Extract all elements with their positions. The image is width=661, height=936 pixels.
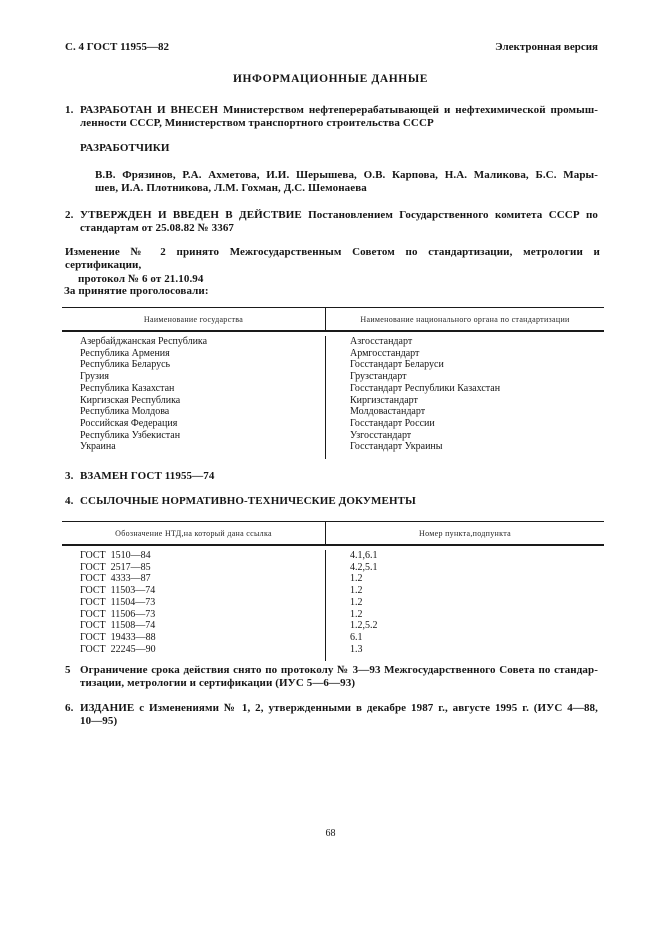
page-title: ИНФОРМАЦИОННЫЕ ДАННЫЕ xyxy=(232,73,429,85)
table-cell: ГОСТ 11504—73 xyxy=(80,596,156,608)
references-table-body xyxy=(62,546,604,655)
text-line: шев, И.А. Плотникова, Л.М. Гохман, Д.С. Шемонаева xyxy=(95,182,367,195)
table-row xyxy=(62,430,604,442)
table-cell: Госстандарт Беларуси xyxy=(325,359,604,371)
table-cell: ГОСТ 1510—84 xyxy=(80,550,151,561)
table-cell: ГОСТ 2517—85 xyxy=(80,561,151,573)
column-header-clause: Номер пункта,подпункта xyxy=(325,522,604,544)
text-line: ВЗАМЕН ГОСТ 11955—74 xyxy=(80,470,215,482)
text-line: ИЗДАНИЕ с Изменениями № 1, 2, утвержденными в декабре 1987 г., августе 1995 г. (ИУС 4—88, xyxy=(80,702,598,714)
table-row xyxy=(62,406,604,418)
table-cell: ГОСТ 22245—90 xyxy=(80,643,156,655)
page-number: 68 xyxy=(325,828,336,839)
table-cell: Республика Казахстан xyxy=(80,382,175,394)
amendment-note xyxy=(65,246,600,286)
table-cell: Республика Узбекистан xyxy=(80,429,181,441)
section-item-2 xyxy=(65,209,598,236)
section-item-4 xyxy=(65,495,598,508)
item-text xyxy=(80,104,598,131)
table-row xyxy=(62,441,604,453)
column-header-state: Наименование государства xyxy=(143,314,244,324)
item-number: 6. xyxy=(65,702,74,714)
text-line: УТВЕРЖДЕН И ВВЕДЕН В ДЕЙСТВИЕ Постановлением Государственного комитета СССР по xyxy=(80,209,598,221)
text-line: тизации, метрологии и сертификации (ИУС 5—6—93) xyxy=(80,677,356,690)
text-line: В.В. Фрязинов, Р.А. Ахметова, И.И. Шерышева, О.В. Карпова, Н.А. Маликова, Б.С. Мары- xyxy=(95,169,598,181)
table-row xyxy=(62,348,604,360)
table-cell: Молдовастандарт xyxy=(325,406,604,418)
table-row xyxy=(62,620,604,632)
header-version-label: Электронная версия xyxy=(495,41,598,53)
section-item-6 xyxy=(65,702,598,729)
table-cell: Республика Беларусь xyxy=(80,359,171,371)
table-row xyxy=(62,371,604,383)
table-row xyxy=(62,562,604,574)
table-cell: Грузия xyxy=(80,371,109,383)
table-cell: ГОСТ 11508—74 xyxy=(80,620,156,632)
developers-heading: РАЗРАБОТЧИКИ xyxy=(80,142,170,154)
text-line: ССЫЛОЧНЫЕ НОРМАТИВНО-ТЕХНИЧЕСКИЕ ДОКУМЕНТЫ xyxy=(80,495,416,507)
table-cell: 1.2 xyxy=(325,585,604,597)
table-row xyxy=(62,359,604,371)
text-line: стандартам от 25.08.82 № 3367 xyxy=(80,222,235,235)
table-row xyxy=(62,573,604,585)
table-cell: 1.2 xyxy=(325,573,604,585)
developers-list xyxy=(95,169,598,196)
table-row xyxy=(62,632,604,644)
item-text xyxy=(80,495,598,508)
table-row xyxy=(62,383,604,395)
table-cell: ГОСТ 11503—74 xyxy=(80,585,156,597)
item-number: 3. xyxy=(65,470,74,482)
table-cell: Азербайджанская Республика xyxy=(80,336,208,347)
table-cell: ГОСТ 19433—88 xyxy=(80,631,156,643)
section-item-5 xyxy=(65,664,598,691)
table-row xyxy=(62,418,604,430)
item-number: 2. xyxy=(65,209,74,221)
table-cell: Республика Молдова xyxy=(80,406,170,418)
item-number: 4. xyxy=(65,495,74,507)
header-doc-code: С. 4 ГОСТ 11955—82 xyxy=(65,41,170,53)
table-row xyxy=(62,609,604,621)
table-cell: 1.2,5.2 xyxy=(325,620,604,632)
references-table-header xyxy=(62,522,604,546)
section-item-3 xyxy=(65,470,598,483)
text-line: протокол № 6 от 21.10.94 xyxy=(78,272,204,285)
table-cell: 1.2 xyxy=(325,597,604,609)
table-cell: 4.1,6.1 xyxy=(325,550,604,562)
table-cell: Армгосстандарт xyxy=(325,348,604,360)
table-cell: Госстандарт Украины xyxy=(325,441,604,453)
table-cell: 6.1 xyxy=(325,632,604,644)
item-number: 5 xyxy=(65,664,71,676)
vote-table-body xyxy=(62,332,604,453)
text-line: ленности СССР, Министерством транспортного строительства СССР xyxy=(80,117,434,130)
vote-table-header xyxy=(62,308,604,332)
table-cell: Узгосстандарт xyxy=(325,430,604,442)
vote-table xyxy=(62,307,604,459)
table-cell: Киргизская Республика xyxy=(80,394,181,406)
table-cell: Украина xyxy=(80,441,116,453)
table-cell: 1.2 xyxy=(325,609,604,621)
references-table xyxy=(62,521,604,661)
column-header-org: Наименование национального органа по стандартизации xyxy=(325,308,604,330)
table-row xyxy=(62,597,604,609)
table-row xyxy=(62,644,604,656)
table-cell: Киргизстандарт xyxy=(325,395,604,407)
vote-heading: За принятие проголосовали: xyxy=(64,285,209,297)
table-cell: ГОСТ 11506—73 xyxy=(80,608,156,620)
text-line: 10—95) xyxy=(80,715,118,728)
references-table-divider-tail xyxy=(62,655,604,661)
table-cell: Республика Армения xyxy=(80,347,170,359)
table-cell: 1.3 xyxy=(325,644,604,656)
table-row xyxy=(62,395,604,407)
text-line: Ограничение срока действия снято по протоколу № 3—93 Межгосударственного Совета по стандар- xyxy=(80,664,598,676)
table-cell: 4.2,5.1 xyxy=(325,562,604,574)
page-header xyxy=(65,41,598,53)
table-cell: Российская Федерация xyxy=(80,417,178,429)
section-item-1 xyxy=(65,104,598,131)
text-line: Изменение № 2 принято Межгосударственным Советом по стандартизации, метрологии и сертификации, xyxy=(65,246,600,272)
table-cell: Госстандарт Республики Казахстан xyxy=(325,383,604,395)
column-header-ntd: Обозначение НТД,на который дана ссылка xyxy=(115,528,272,538)
text-line: РАЗРАБОТАН И ВНЕСЕН Министерством нефтеперерабатывающей и нефтехимической промыш- xyxy=(80,104,598,116)
item-text xyxy=(80,209,598,236)
table-cell: Азгосстандарт xyxy=(325,336,604,348)
table-row xyxy=(62,585,604,597)
table-row xyxy=(62,550,604,562)
table-cell: Госстандарт России xyxy=(325,418,604,430)
table-row xyxy=(62,336,604,348)
item-text xyxy=(80,664,598,691)
vote-table-divider-tail xyxy=(62,453,604,459)
item-text xyxy=(80,702,598,729)
item-text xyxy=(80,470,598,483)
table-cell: Грузстандарт xyxy=(325,371,604,383)
table-cell: ГОСТ 4333—87 xyxy=(80,573,151,585)
item-number: 1. xyxy=(65,104,74,116)
